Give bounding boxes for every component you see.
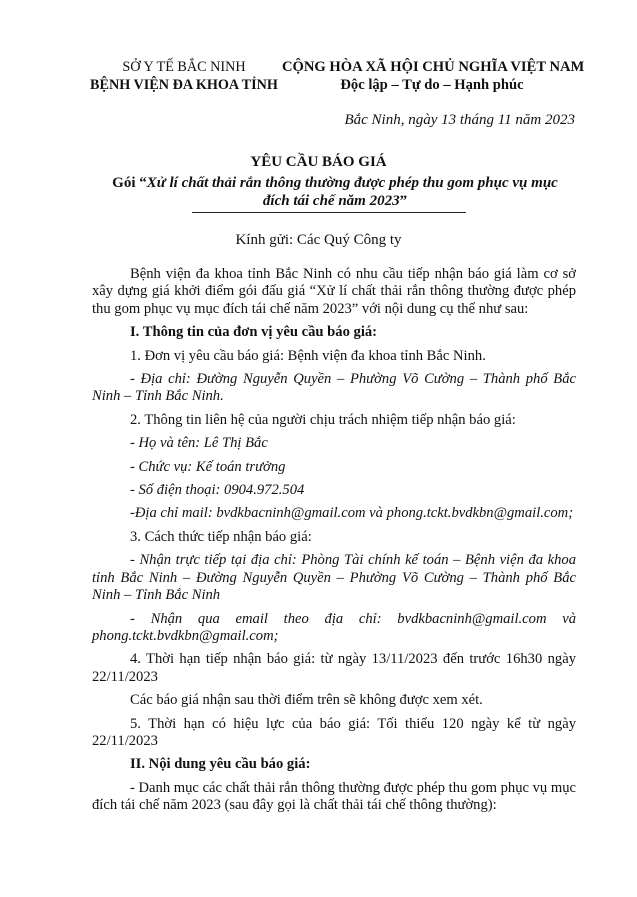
receipt-methods-heading: 3. Cách thức tiếp nhận báo giá: [130,528,312,545]
contact-email: -Địa chỉ mail: bvdkbacninh@gmail.com và phong.tckt.bvdkbn@gmail.com; [130,505,574,522]
document-title: YÊU CẦU BÁO GIÁ [250,154,387,170]
country-name: CỘNG HÒA XÃ HỘI CHỦ NGHĨA VIỆT NAM [282,59,585,75]
hospital-name: BỆNH VIỆN ĐA KHOA TỈNH [90,77,278,93]
intro-paragraph: Bệnh viện đa khoa tỉnh Bắc Ninh có nhu cầu tiếp nhận báo giá làm cơ sở xây dựng giá khởi điểm gói đấu giá “Xử lí chất thải rắn thông thường được phép thu gom phục vụ mục đích tái chế năm 2023” với nội dung cụ thể như sau: [92,266,576,317]
subtitle-package-name: Xử lí chất thải rắn thông thường được phép thu gom phục vụ mục đích tái chế năm 2023 [146,175,558,209]
requester-address: - Địa chỉ: Đường Nguyễn Quyền – Phường Võ Cường – Thành phố Bắc Ninh – Tỉnh Bắc Ninh. [92,371,576,405]
national-header [282,58,585,94]
title-divider [192,212,466,213]
contact-info-heading: 2. Thông tin liên hệ của người chịu trách nhiệm tiếp nhận báo giá: [130,411,516,428]
issuer-header [84,58,284,94]
contact-position: - Chức vụ: Kế toán trưởng [130,458,286,475]
contact-name: - Họ và tên: Lê Thị Bắc [130,435,268,452]
subtitle-suffix: ” [399,193,408,209]
receipt-deadline: 4. Thời hạn tiếp nhận báo giá: từ ngày 13/11/2023 đến trước 16h30 ngày 22/11/2023 [92,651,576,685]
contact-phone: - Số điện thoại: 0904.972.504 [130,482,305,499]
receipt-direct: - Nhận trực tiếp tại địa chỉ: Phòng Tài chính kế toán – Bệnh viện đa khoa tỉnh Bắc Ninh – Đường Nguyễn Quyền – Phường Võ Cường – Thành phố Bắc Ninh – Tỉnh Bắc Ninh [92,552,576,604]
motto: Độc lập – Tự do – Hạnh phúc [340,77,524,93]
waste-list-intro: - Danh mục các chất thải rắn thông thường được phép thu gom phục vụ mục đích tái chế năm 2023 (sau đây gọi là chất thải tái chế thông thường): [92,779,576,814]
requester-unit: 1. Đơn vị yêu cầu báo giá: Bệnh viện đa khoa tỉnh Bắc Ninh. [130,347,486,364]
date-line: Bắc Ninh, ngày 13 tháng 11 năm 2023 [344,112,575,128]
greeting: Kính gửi: Các Quý Công ty [235,232,402,248]
document-subtitle [110,174,560,210]
document-body [92,266,576,821]
late-quote-note: Các báo giá nhận sau thời điểm trên sẽ không được xem xét. [130,692,483,709]
quote-validity: 5. Thời hạn có hiệu lực của báo giá: Tối thiểu 120 ngày kể từ ngày 22/11/2023 [92,715,576,749]
section-2-heading: II. Nội dung yêu cầu báo giá: [130,756,311,773]
section-1-heading: I. Thông tin của đơn vị yêu cầu báo giá: [130,324,378,341]
subtitle-prefix: Gói “ [112,175,147,191]
receipt-email: - Nhận qua email theo địa chỉ: bvdkbacninh@gmail.com và phong.tckt.bvdkbn@gmail.com; [92,610,576,644]
department-name: SỞ Y TẾ BẮC NINH [122,59,246,75]
